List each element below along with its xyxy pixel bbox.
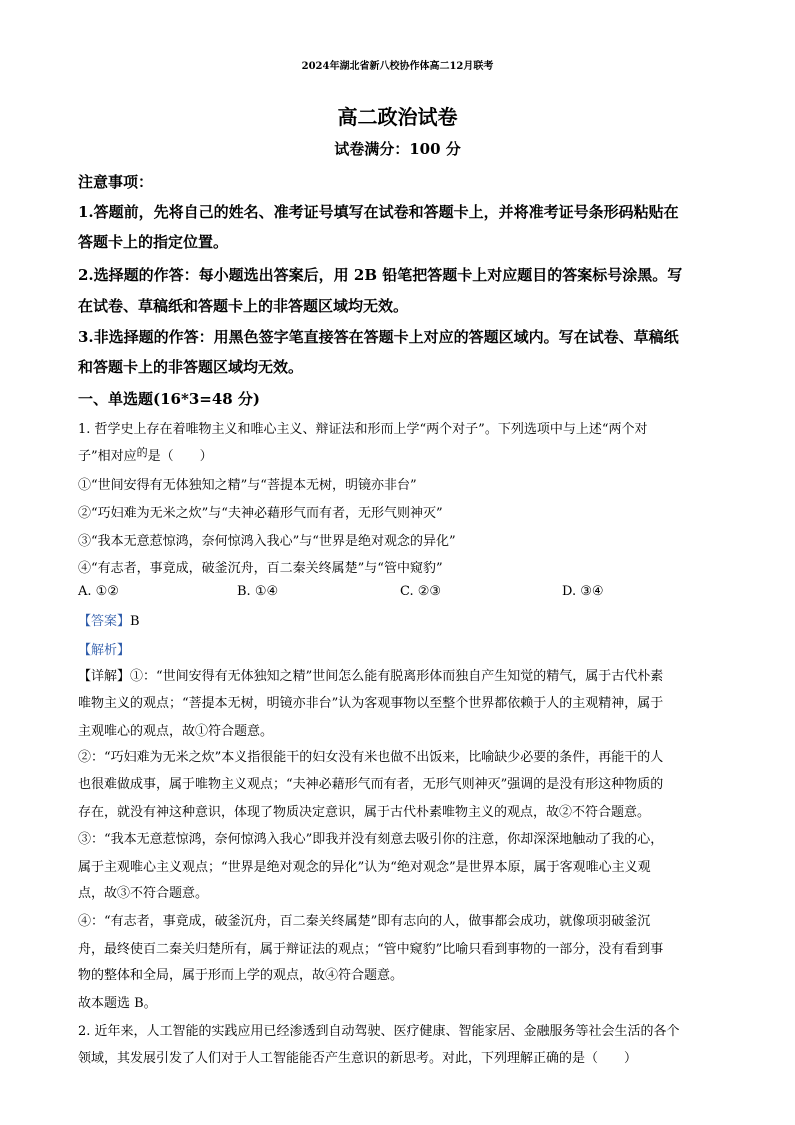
analysis-label: 【解析】 [78, 643, 131, 658]
explanation-line: 属于主观唯心主义观点；“世界是绝对观念的异化”认为“绝对观念”是世界本原，属于客观唯心主义观 [78, 860, 651, 875]
notice-line: 和答题卡上的非答题区域均无效。 [78, 358, 304, 376]
explanation-line: 点，故③不符合题意。 [78, 886, 209, 901]
explanation-line: 故本题选 B。 [78, 996, 157, 1011]
q2-stem: 2. 近年来，人工智能的实践应用已经渗透到自动驾驶、医疗健康、智能家居、金融服务等社会生活的各个 [78, 1024, 680, 1039]
notice-line: 答题卡上的指定位置。 [78, 233, 229, 251]
answer-label: 【答案】 [78, 614, 131, 629]
q1-option-d: D. ③④ [562, 584, 604, 599]
q2-stem: 领域，其发展引发了人们对于人工智能能否产生意识的新思考。对此，下列理解正确的是（ ） [78, 1051, 638, 1066]
notice-heading: 注意事项： [78, 173, 154, 191]
answer-value: B [130, 614, 140, 629]
exam-title: 2024年湖北省新八校协作体高二12月联考 [301, 61, 494, 72]
q1-item: ①“世间安得有无体独知之精”与“菩提本无树，明镜亦非台” [78, 478, 417, 493]
explanation-line: 也很难做成事，属于唯物主义观点；“夫神必藉形气而有者，无形气则神灭”强调的是没有形这种物质的 [78, 777, 664, 792]
notice-line: 3.非选择题的作答：用黑色签字笔直接答在答题卡上对应的答题区域内。写在试卷、草稿纸 [78, 328, 679, 346]
q1-stem-line2: 子”相对应$^的$是（ ） [78, 446, 213, 464]
q1-answer [78, 610, 723, 629]
q1-item: ③“我本无意惹惊鸿，奈何惊鸿入我心”与“世界是绝对观念的异化” [78, 534, 456, 549]
section-heading: 一、单选题(16*3=48 分) [78, 390, 261, 408]
exam-subtitle: 高二政治试卷 [337, 105, 458, 129]
explanation-line: 存在，就没有神这种意识，体现了物质决定意识，属于古代朴素唯物主义的观点，故②不符合题意。 [78, 805, 651, 820]
detail-label: 【详解】 [78, 669, 131, 684]
q1-item: ②“巧妇难为无米之炊”与“夫神必藉形气而有者，无形气则神灭” [78, 506, 443, 521]
explanation-line: 舟，最终使百二秦关归楚所有，属于辩证法的观点；“管中窥豹”比喻只看到事物的一部分，没有看到事 [78, 942, 664, 957]
notice-line: 在试卷、草稿纸和答题卡上的非答题区域均无效。 [78, 297, 409, 315]
exam-score: 试卷满分：100 分 [334, 140, 461, 158]
q1-option-c: C. ②③ [400, 584, 442, 599]
explanation-line: 唯物主义的观点；“菩提本无树，明镜亦非台”认为客观事物以至整个世界都依赖于人的主观精神，属于 [78, 696, 664, 711]
explanation-line: 【详解】①：“世间安得有无体独知之精”世间怎么能有脱离形体而独自产生知觉的精气，属于古代朴素 [78, 669, 664, 684]
q1-stem: 1. 哲学史上存在着唯物主义和唯心主义、辩证法和形而上学“两个对子”。下列选项中与上述“两个对 [78, 422, 648, 437]
notice-line: 2.选择题的作答：每小题选出答案后，用 2B 铅笔把答题卡上对应题目的答案标号涂黑。写 [78, 266, 683, 284]
explanation-line: 物的整体和全局，属于形而上学的观点，故④符合题意。 [78, 968, 404, 983]
notice-line: 1.答题前，先将自己的姓名、准考证号填写在试卷和答题卡上，并将准考证号条形码粘贴在 [78, 203, 679, 221]
explanation-line: ②：“巧妇难为无米之炊”本义指很能干的妇女没有米也做不出饭来，比喻缺少必要的条件，再能干的人 [78, 750, 664, 765]
explanation-line: ③：“我本无意惹惊鸿，奈何惊鸿入我心”即我并没有刻意去吸引你的注意，你却深深地触动了我的心， [78, 832, 664, 847]
explanation-line: ④：“有志者，事竟成，破釜沉舟，百二秦关终属楚”即有志向的人，做事都会成功，就像项羽破釜沉 [78, 914, 651, 929]
explanation-line: 主观唯心的观点，故①符合题意。 [78, 724, 274, 739]
q1-option-a: A. ①② [78, 584, 119, 599]
q1-item: ④“有志者，事竟成，破釜沉舟，百二秦关终属楚”与“管中窥豹” [78, 561, 443, 576]
q1-option-b: B. ①④ [237, 584, 279, 599]
